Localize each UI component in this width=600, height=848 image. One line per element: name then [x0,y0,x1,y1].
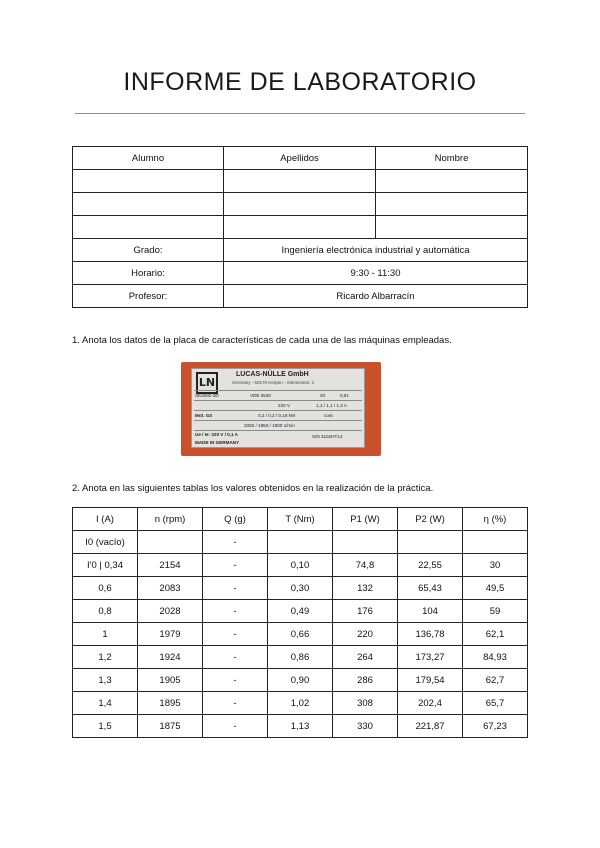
speed-cell [138,531,203,554]
nameplate-model: SE2682-3D [195,393,219,398]
input-power-cell [333,531,398,554]
header-efficiency: η (%) [463,508,528,531]
load-cell: - [203,692,268,715]
grado-label: Grado: [73,239,224,262]
load-cell: - [203,531,268,554]
torque-cell: 0,66 [268,623,333,646]
output-power-cell: 173,27 [398,646,463,669]
grado-row [73,239,528,262]
header-speed: n (rpm) [138,508,203,531]
input-power-cell: 74,8 [333,554,398,577]
student-info-table [72,146,528,308]
header-apellidos: Apellidos [224,147,376,170]
profesor-value: Ricardo Albarracín [224,285,528,308]
speed-cell: 1875 [138,715,203,738]
nameplate-divider [194,390,362,391]
header-output-power: P2 (W) [398,508,463,531]
efficiency-cell [463,531,528,554]
nameplate-power-factor: 0,81 [340,393,349,398]
input-power-cell: 330 [333,715,398,738]
speed-cell: 2028 [138,600,203,623]
table-row [73,577,528,600]
header-alumno: Alumno [73,147,224,170]
load-cell: - [203,623,268,646]
input-power-cell: 308 [333,692,398,715]
torque-cell: 0,90 [268,669,333,692]
torque-cell: 1,13 [268,715,333,738]
nameplate-mode: cont [324,413,333,418]
output-power-cell: 104 [398,600,463,623]
question-1: 1. Anota los datos de la placa de características de cada una de las máquinas empleadas. [72,335,452,346]
speed-cell: 1905 [138,669,203,692]
table-row [73,646,528,669]
nameplate-address: Germany - 50170 Kerpen - Siemensstr. 2 [232,380,315,385]
output-power-cell [398,531,463,554]
efficiency-cell: 59 [463,600,528,623]
ln-logo-icon: LN [196,372,218,394]
efficiency-cell: 62,7 [463,669,528,692]
nameplate-photo [181,362,381,456]
info-header-row [73,147,528,170]
horario-value: 9:30 - 11:30 [224,262,528,285]
question-2: 2. Anota en las siguientes tablas los valores obtenidos en la realización de la práctica. [72,483,434,494]
table-row [73,600,528,623]
nameplate-divider [194,410,362,411]
input-power-cell: 264 [333,646,398,669]
results-header-row [73,508,528,531]
current-cell: 1 [73,623,138,646]
input-power-cell: 176 [333,600,398,623]
speed-cell: 2083 [138,577,203,600]
header-load: Q (g) [203,508,268,531]
table-row [73,715,528,738]
load-cell: - [203,715,268,738]
current-cell: 0,8 [73,600,138,623]
table-row [73,669,528,692]
current-cell: 1,3 [73,669,138,692]
nameplate-current: 1,1 / 1,1 / 1,3 A [316,403,347,408]
nameplate-brand: LUCAS-NÜLLE GmbH [236,371,309,378]
efficiency-cell: 67,23 [463,715,528,738]
torque-cell: 0,10 [268,554,333,577]
header-nombre: Nombre [376,147,528,170]
efficiency-cell: 49,5 [463,577,528,600]
output-power-cell: 136,78 [398,623,463,646]
current-cell: 1,4 [73,692,138,715]
header-input-power: P1 (W) [333,508,398,531]
table-row [73,623,528,646]
speed-cell: 1979 [138,623,203,646]
current-cell: I'0 | 0,34 [73,554,138,577]
nombre-cell[interactable] [376,216,528,239]
speed-cell: 1924 [138,646,203,669]
student-row [73,193,528,216]
nameplate-made-in: MADE IN GERMANY [195,440,240,445]
nombre-cell[interactable] [376,170,528,193]
current-cell: I0 (vacío) [73,531,138,554]
student-row [73,170,528,193]
table-row [73,531,528,554]
nameplate-year: 20 [320,393,326,398]
speed-cell: 1895 [138,692,203,715]
apellidos-cell[interactable] [224,170,376,193]
table-row [73,692,528,715]
efficiency-cell: 30 [463,554,528,577]
nameplate-speed: 2050 / 1950 / 1900 1/min [244,423,295,428]
current-cell: 1,5 [73,715,138,738]
output-power-cell: 65,43 [398,577,463,600]
student-cell[interactable] [73,216,224,239]
speed-cell: 2154 [138,554,203,577]
efficiency-cell: 84,93 [463,646,528,669]
title-divider [75,113,525,114]
apellidos-cell[interactable] [224,216,376,239]
torque-cell: 0,30 [268,577,333,600]
load-cell: - [203,554,268,577]
current-cell: 1,2 [73,646,138,669]
horario-row [73,262,528,285]
torque-cell [268,531,333,554]
current-cell: 0,6 [73,577,138,600]
nameplate-divider [194,420,362,421]
profesor-row [73,285,528,308]
student-row [73,216,528,239]
nombre-cell[interactable] [376,193,528,216]
page-title: INFORME DE LABORATORIO [123,68,477,96]
student-cell[interactable] [73,170,224,193]
profesor-label: Profesor: [73,285,224,308]
input-power-cell: 220 [333,623,398,646]
header-torque: T (Nm) [268,508,333,531]
output-power-cell: 22,55 [398,554,463,577]
nameplate-power: 0,2 / 0,2 / 0,18 kW [258,413,296,418]
torque-cell: 1,02 [268,692,333,715]
output-power-cell: 179,54 [398,669,463,692]
apellidos-cell[interactable] [224,193,376,216]
load-cell: - [203,577,268,600]
torque-cell: 0,86 [268,646,333,669]
horario-label: Horario: [73,262,224,285]
nameplate-divider [194,430,362,431]
input-power-cell: 132 [333,577,398,600]
nameplate-standard: VDE 0530 [250,393,271,398]
table-row [73,554,528,577]
load-cell: - [203,600,268,623]
nameplate-label [191,368,365,448]
output-power-cell: 221,87 [398,715,463,738]
output-power-cell: 202,4 [398,692,463,715]
grado-value: Ingeniería electrónica industrial y automática [224,239,528,262]
efficiency-cell: 65,7 [463,692,528,715]
input-power-cell: 286 [333,669,398,692]
load-cell: - [203,669,268,692]
torque-cell: 0,49 [268,600,333,623]
nameplate-serial: S/N 3102HT13 [312,434,343,439]
nameplate-divider [194,400,362,401]
header-current: I (A) [73,508,138,531]
efficiency-cell: 62,1 [463,623,528,646]
nameplate-motor: Mot. GS [195,413,213,418]
load-cell: - [203,646,268,669]
results-table [72,507,528,738]
nameplate-excitation: Ue / Ie: 220 V / 0,1 A [195,432,238,437]
nameplate-voltage: 220 V [278,403,291,408]
student-cell[interactable] [73,193,224,216]
